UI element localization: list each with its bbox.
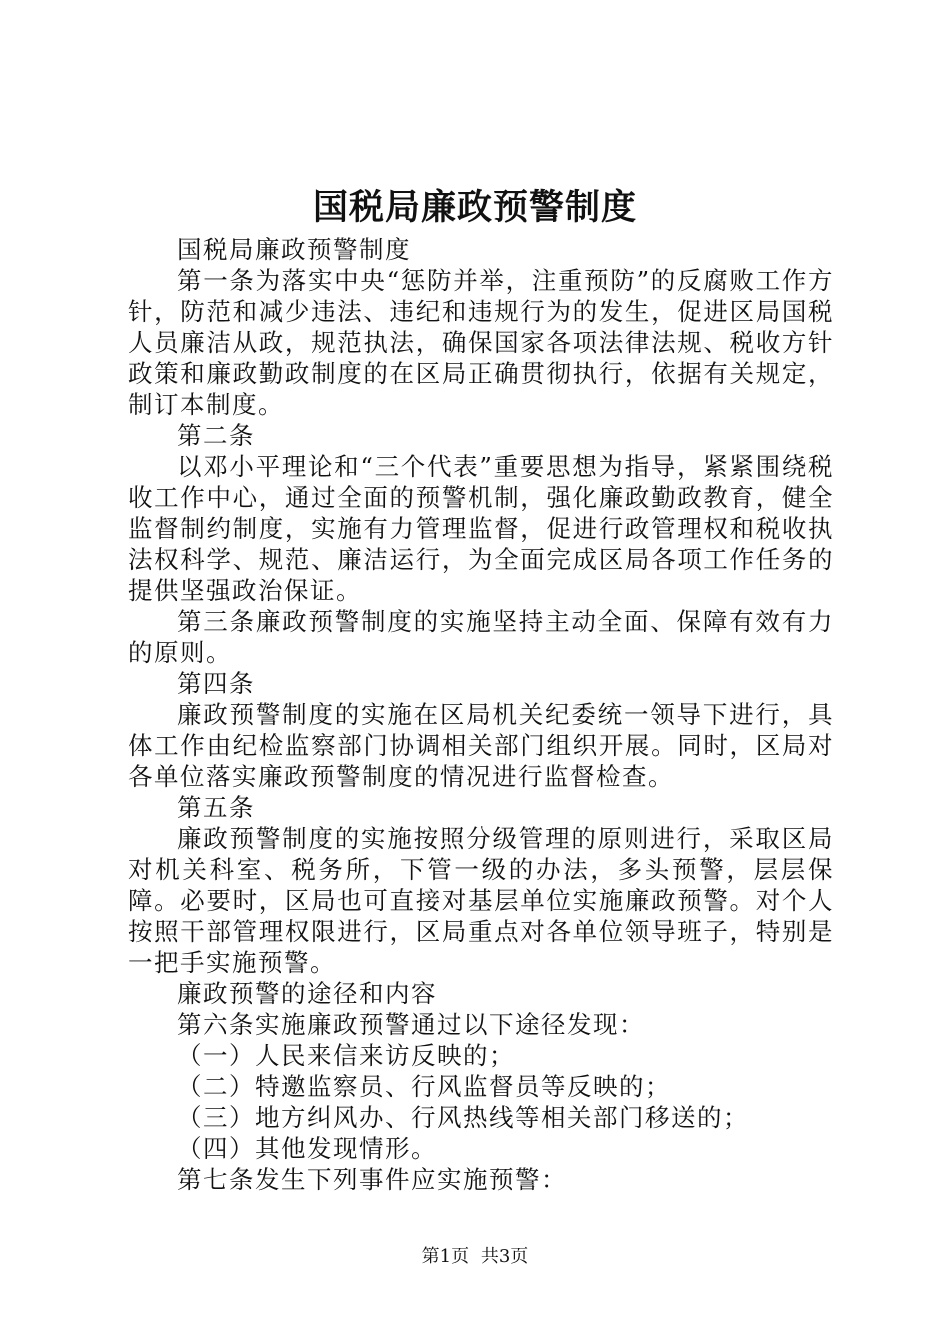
- list-item: （四）其他发现情形。: [177, 1134, 437, 1163]
- paragraph-article-5-body: 廉政预警制度的实施按照分级管理的原则进行，采取区局对机关科室、税务所，下管一级的办法，多头预警，层层保障。必要时，区局也可直接对基层单位实施廉政预警。对个人按照干部管理权限进行，区局重点对各单位领导班子，特别是一把手实施预警。: [128, 824, 834, 977]
- document-title: 国税局廉政预警制度: [312, 187, 637, 228]
- paragraph-article-4-heading: 第四条: [177, 669, 255, 698]
- paragraph-article-5-heading: 第五条: [177, 793, 255, 822]
- paragraph-article-2-heading: 第二条: [177, 421, 255, 450]
- list-item: （三）地方纠风办、行风热线等相关部门移送的；: [177, 1103, 749, 1132]
- paragraph-article-6: 第六条实施廉政预警通过以下途径发现：: [177, 1010, 645, 1039]
- paragraph-article-3: 第三条廉政预警制度的实施坚持主动全面、保障有效有力的原则。: [128, 607, 834, 667]
- page-footer: [0, 1245, 950, 1269]
- document-body: [128, 234, 834, 1195]
- paragraph-article-4-body: 廉政预警制度的实施在区局机关纪委统一领导下进行，具体工作由纪检监察部门协调相关部门组织开展。同时，区局对各单位落实廉政预警制度的情况进行监督检查。: [128, 700, 834, 791]
- page-number-current: 第1页: [421, 1246, 470, 1267]
- paragraph-section-heading: 廉政预警的途径和内容: [177, 979, 437, 1008]
- list-item: （二）特邀监察员、行风监督员等反映的；: [177, 1072, 671, 1101]
- page-number-total: 共3页: [480, 1246, 529, 1267]
- paragraph-article-2-body: 以邓小平理论和“三个代表”重要思想为指导，紧紧围绕税收工作中心，通过全面的预警机制，强化廉政勤政教育，健全监督制约制度，实施有力管理监督，促进行政管理权和税收执法权科学、规范、廉洁运行，为全面完成区局各项工作任务的提供坚强政治保证。: [128, 452, 834, 605]
- list-item: （一）人民来信来访反映的；: [177, 1041, 515, 1070]
- paragraph-subtitle: 国税局廉政预警制度: [177, 235, 411, 264]
- paragraph-article-7: 第七条发生下列事件应实施预警：: [177, 1165, 567, 1194]
- paragraph-article-1: 第一条为落实中央“惩防并举，注重预防”的反腐败工作方针，防范和减少违法、违纪和违规行为的发生，促进区局国税人员廉洁从政，规范执法，确保国家各项法律法规、税收方针政策和廉政勤政制度的在区局正确贯彻执行，依据有关规定，制订本制度。: [128, 266, 834, 419]
